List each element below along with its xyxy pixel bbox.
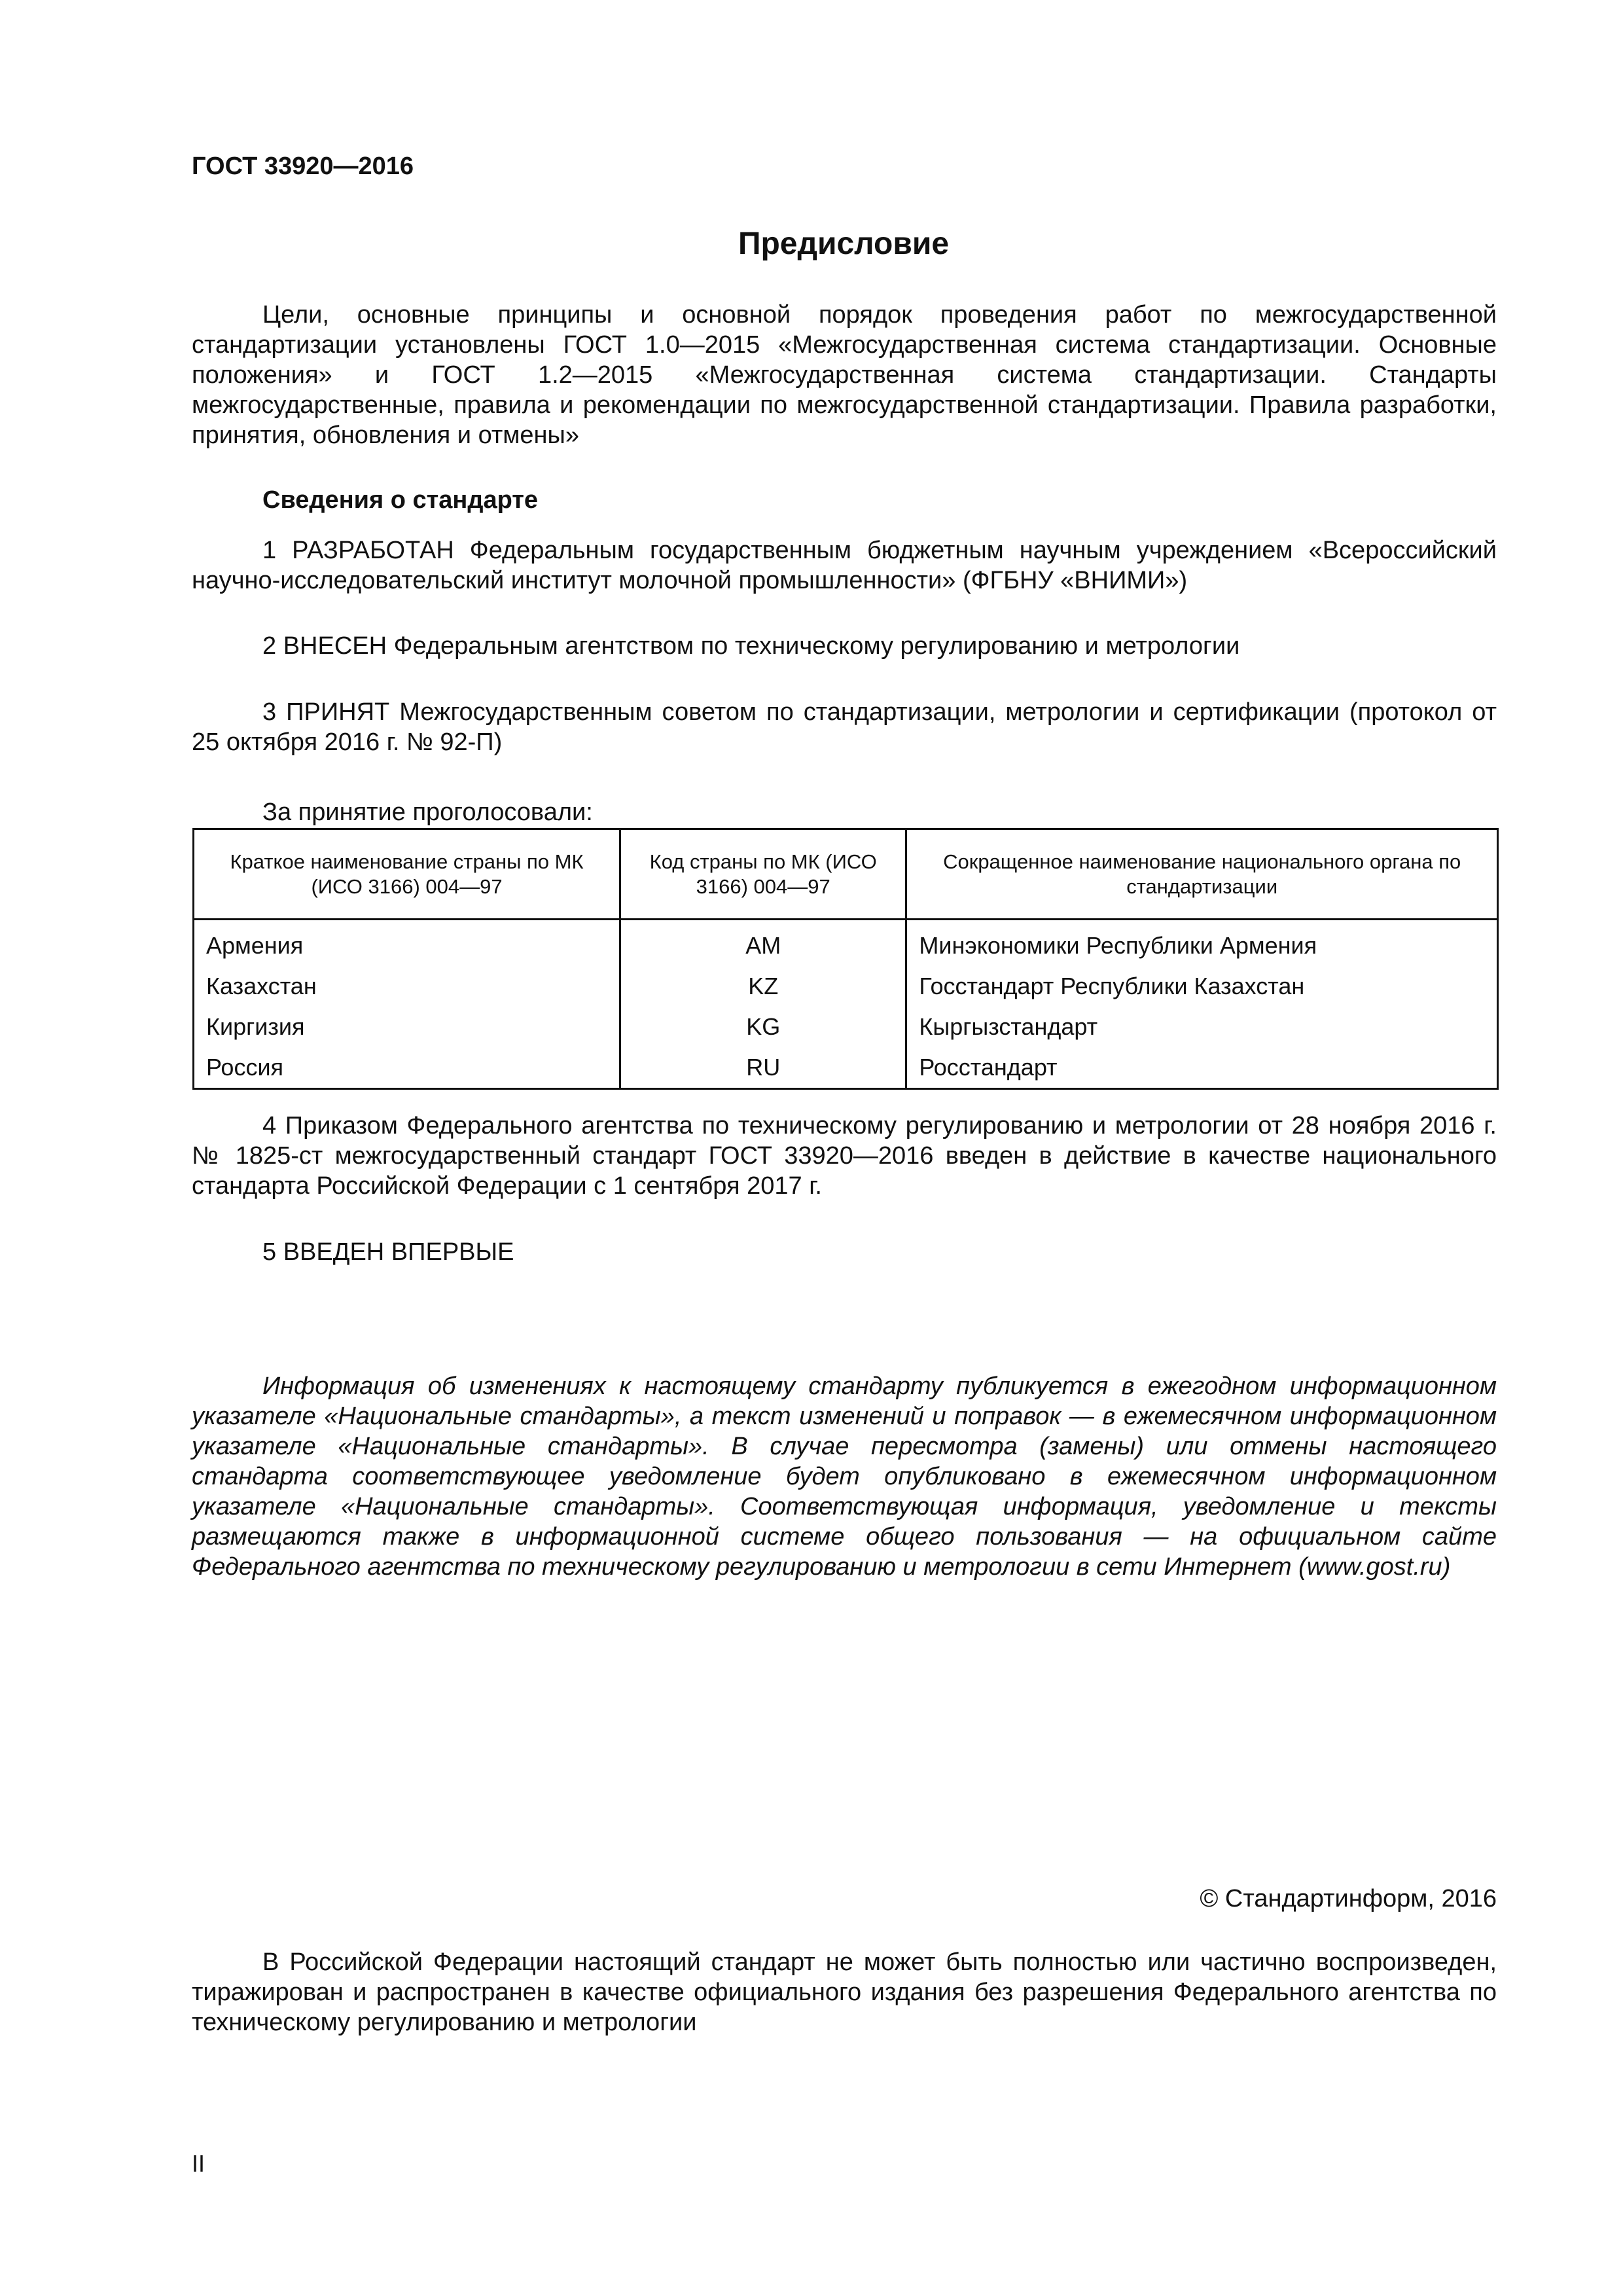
item-order: 4 Приказом Федерального агентства по техническому регулированию и метрологии от 28 ноября 2016 г. № 1825-ст межгосударственный стандарт ГОСТ 33920—2016 введен в действие в качестве национального стандарта Российской Федерации с 1 сентября 2017 г. (192, 1112, 1497, 1200)
cell-code: KG (620, 1007, 906, 1047)
column-header-body: Сокращенное наименование национального органа по стандартизации (906, 829, 1498, 920)
cell-country: Армения (194, 920, 620, 967)
vote-label: За принятие проголосовали: (262, 798, 593, 826)
table-row (194, 920, 1498, 967)
copyright-line: © Стандартинформ, 2016 (1200, 1885, 1497, 1912)
standard-code-header: ГОСТ 33920—2016 (192, 152, 414, 180)
cell-code: AM (620, 920, 906, 967)
table-row (194, 966, 1498, 1007)
cell-body: Госстандарт Республики Казахстан (906, 966, 1498, 1007)
member-states-table (192, 828, 1499, 1090)
rights-notice: В Российской Федерации настоящий стандарт не может быть полностью или частично воспроизведен, тиражирован и распространен в качестве официального издания без разрешения Федерального агентства по техническому регулированию и метрологии (192, 1948, 1497, 2036)
table-row (194, 1047, 1498, 1089)
cell-body: Минэкономики Республики Армения (906, 920, 1498, 967)
cell-country: Россия (194, 1047, 620, 1089)
intro-paragraph: Цели, основные принципы и основной порядок проведения работ по межгосударственной стандартизации установлены ГОСТ 1.0—2015 «Межгосударственная система стандартизации. Основные положения» и ГОСТ 1.2—2015 «Межгосударственная система стандартизации. Стандарты межгосударственные, правила и рекомендации по межгосударственной стандартизации. Правила разработки, принятия, обновления и отмены» (192, 301, 1497, 449)
item-submitted: 2 ВНЕСЕН Федеральным агентством по техническому регулированию и метрологии (262, 632, 1240, 660)
item-developed: 1 РАЗРАБОТАН Федеральным государственным бюджетным научным учреждением «Всероссийский научно-исследовательский институт молочной промышленности» (ФГБНУ «ВНИМИ») (192, 537, 1497, 594)
cell-country: Казахстан (194, 966, 620, 1007)
item-first-introduced: 5 ВВЕДЕН ВПЕРВЫЕ (262, 1238, 514, 1266)
page-title: Предисловие (738, 226, 950, 261)
table-header-row (194, 829, 1498, 920)
page-number: II (192, 2150, 205, 2177)
column-header-code: Код страны по МК (ИСО 3166) 004—97 (620, 829, 906, 920)
cell-code: RU (620, 1047, 906, 1089)
cell-code: KZ (620, 966, 906, 1007)
info-heading: Сведения о стандарте (262, 486, 539, 514)
cell-country: Киргизия (194, 1007, 620, 1047)
cell-body: Росстандарт (906, 1047, 1498, 1089)
column-header-country: Краткое наименование страны по МК (ИСО 3166) 004—97 (194, 829, 620, 920)
changes-notice: Информация об изменениях к настоящему стандарту публикуется в ежегодном информационном указателе «Национальные стандарты», а текст изменений и поправок — в ежемесячном информационном указателе «Национальные стандарты». В случае пересмотра (замены) или отмены настоящего стандарта соответствующее уведомление будет опубликовано в ежемесячном информационном указателе «Национальные стандарты». Соответствующая информация, уведомление и тексты размещаются также в информационной системе общего пользования — на официальном сайте Федерального агентства по техническому регулированию и метрологии в сети Интернет (www.gost.ru) (192, 1372, 1497, 1581)
table-row (194, 1007, 1498, 1047)
item-adopted: 3 ПРИНЯТ Межгосударственным советом по стандартизации, метрологии и сертификации (протокол от 25 октября 2016 г. № 92-П) (192, 698, 1497, 756)
cell-body: Кыргызстандарт (906, 1007, 1498, 1047)
